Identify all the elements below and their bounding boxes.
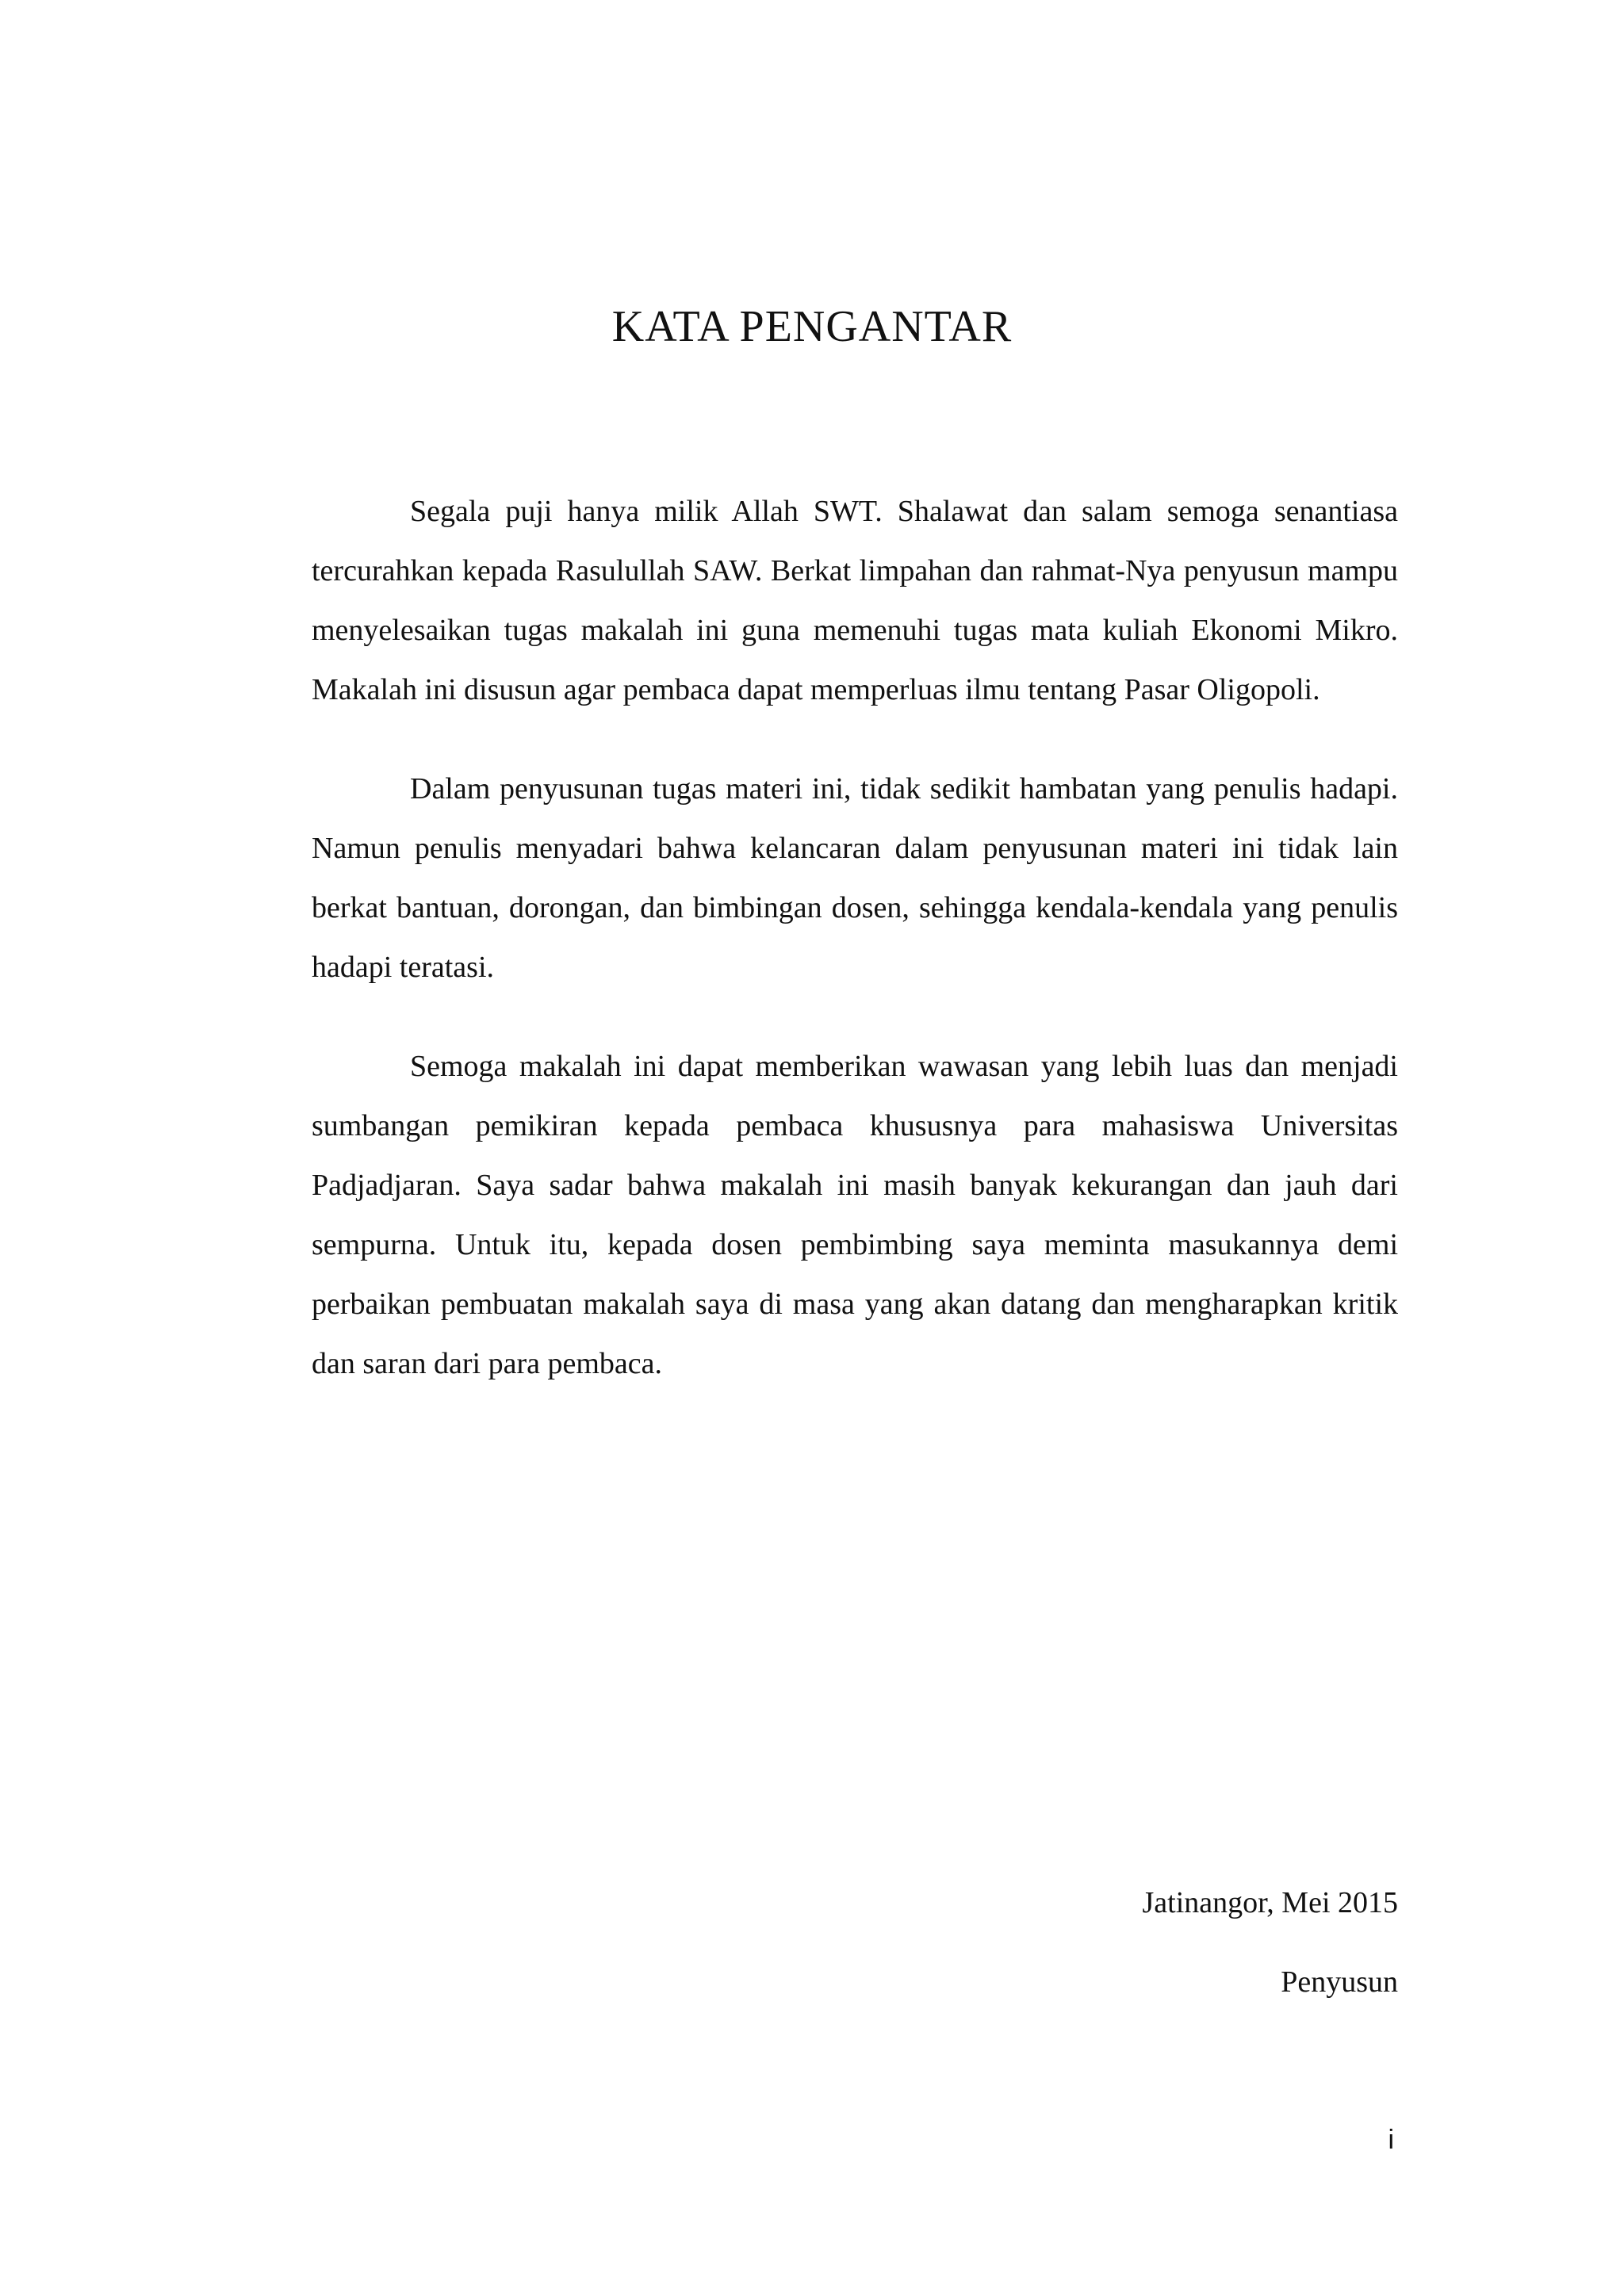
signature: Penyusun bbox=[1281, 1965, 1398, 1999]
page-number: i bbox=[1388, 2125, 1394, 2155]
body-text bbox=[312, 482, 1398, 1433]
paragraph-1: Segala puji hanya milik Allah SWT. Shalawat dan salam semoga senantiasa tercurahkan kepada Rasulullah SAW. Berkat limpahan dan rahmat-Nya penyusun mampu menyelesaikan tugas makalah ini guna memenuhi tugas mata kuliah Ekonomi Mikro. Makalah ini disusun agar pembaca dapat memperluas ilmu tentang Pasar Oligopoli. bbox=[312, 495, 1398, 706]
place-date: Jatinangor, Mei 2015 bbox=[1142, 1886, 1398, 1919]
closing-block bbox=[1143, 1863, 1398, 2022]
paragraph-3: Semoga makalah ini dapat memberikan wawasan yang lebih luas dan menjadi sumbangan pemikiran kepada pembaca khususnya para mahasiswa Universitas Padjadjaran. Saya sadar bahwa makalah ini masih banyak kekurangan dan jauh dari sempurna. Untuk itu, kepada dosen pembimbing saya meminta masukannya demi perbaikan pembuatan makalah saya di masa yang akan datang dan mengharapkan kritik dan saran dari para pembaca. bbox=[312, 1050, 1398, 1380]
page-title: KATA PENGANTAR bbox=[611, 302, 1013, 351]
paragraph-2: Dalam penyusunan tugas materi ini, tidak sedikit hambatan yang penulis hadapi. Namun penulis menyadari bahwa kelancaran dalam penyusunan materi ini tidak lain berkat bantuan, dorongan, dan bimbingan dosen, sehingga kendala-kendala yang penulis hadapi teratasi. bbox=[312, 772, 1398, 984]
